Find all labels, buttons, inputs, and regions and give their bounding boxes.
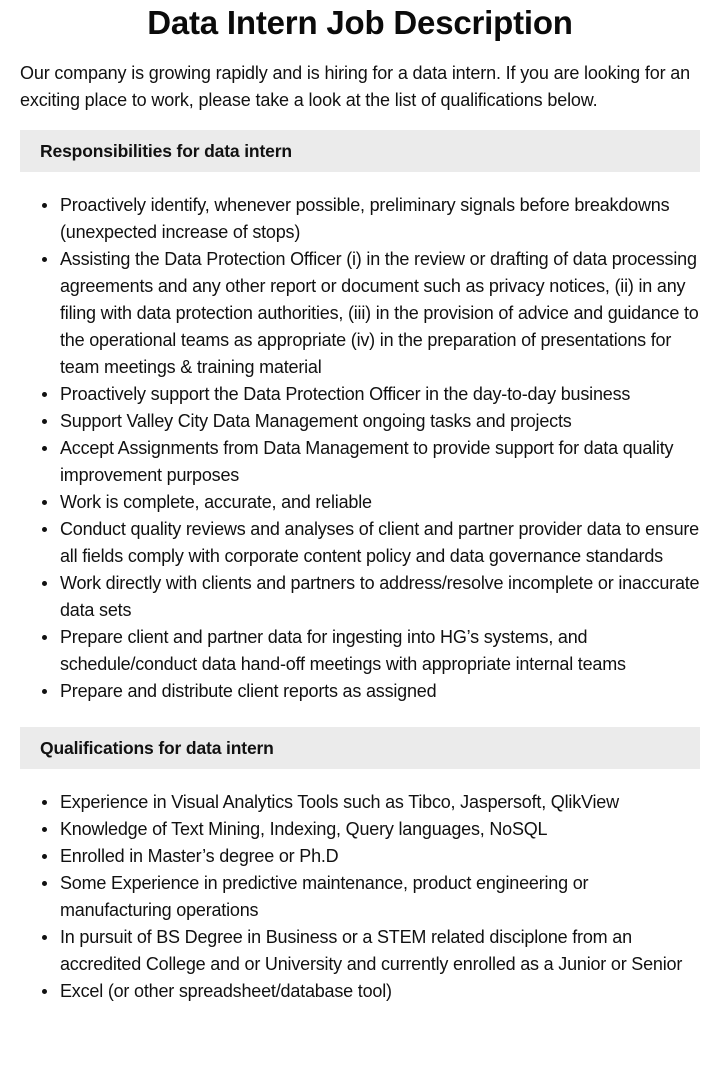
list-item — [60, 435, 700, 489]
bullet-icon — [42, 935, 47, 940]
list-item — [60, 978, 700, 1005]
list-item-text: Accept Assignments from Data Management to provide support for data quality improvement purposes — [60, 438, 674, 485]
bullet-icon — [42, 827, 47, 832]
list-item-text: Prepare client and partner data for ingesting into HG’s systems, and schedule/conduct data hand-off meetings with appropriate internal teams — [60, 627, 626, 674]
responsibilities-list — [20, 192, 700, 705]
list-item-text: Proactively support the Data Protection Officer in the day-to-day business — [60, 384, 631, 404]
bullet-icon — [42, 800, 47, 805]
list-item — [60, 408, 700, 435]
bullet-icon — [42, 881, 47, 886]
bullet-icon — [42, 500, 47, 505]
list-item-text: Some Experience in predictive maintenance, product engineering or manufacturing operations — [60, 873, 589, 920]
list-item — [60, 678, 700, 705]
bullet-icon — [42, 419, 47, 424]
qualifications-list — [20, 789, 700, 1005]
list-item — [60, 381, 700, 408]
bullet-icon — [42, 635, 47, 640]
list-item-text: Assisting the Data Protection Officer (i) in the review or drafting of data processing agreements and any other report or document such as privacy notices, (ii) in any filing with data protection authorities, (iii) in the provision of advice and guidance to the operational teams as appropriate (iv) in the preparation of presentations for team meetings & training material — [60, 249, 699, 377]
list-item — [60, 816, 700, 843]
list-item — [60, 789, 700, 816]
list-item-text: Knowledge of Text Mining, Indexing, Query languages, NoSQL — [60, 819, 548, 839]
list-item-text: Proactively identify, whenever possible, preliminary signals before breakdowns (unexpected increase of stops) — [60, 195, 670, 242]
list-item-text: Work is complete, accurate, and reliable — [60, 492, 372, 512]
intro-paragraph: Our company is growing rapidly and is hiring for a data intern. If you are looking for an exciting place to work, please take a look at the list of qualifications below. — [20, 63, 691, 110]
list-item-text: Enrolled in Master’s degree or Ph.D — [60, 846, 339, 866]
list-item-text: In pursuit of BS Degree in Business or a STEM related disciplone from an accredited College and or University and currently enrolled as a Junior or Senior — [60, 927, 683, 974]
bullet-icon — [42, 446, 47, 451]
bullet-icon — [42, 392, 47, 397]
list-item-text: Support Valley City Data Management ongoing tasks and projects — [60, 411, 572, 431]
list-item — [60, 489, 700, 516]
list-item-text: Conduct quality reviews and analyses of client and partner provider data to ensure all fields comply with corporate content policy and data governance standards — [60, 519, 699, 566]
list-item — [60, 516, 700, 570]
list-item — [60, 192, 700, 246]
bullet-icon — [42, 581, 47, 586]
list-item — [60, 843, 700, 870]
bullet-icon — [42, 854, 47, 859]
list-item — [60, 624, 700, 678]
bullet-icon — [42, 689, 47, 694]
bullet-icon — [42, 989, 47, 994]
list-item — [60, 246, 700, 381]
list-item — [60, 570, 700, 624]
responsibilities-heading: Responsibilities for data intern — [20, 130, 700, 172]
bullet-icon — [42, 257, 47, 262]
page-title: Data Intern Job Description — [147, 4, 573, 41]
list-item — [60, 924, 700, 978]
qualifications-heading: Qualifications for data intern — [20, 727, 700, 769]
bullet-icon — [42, 203, 47, 208]
bullet-icon — [42, 527, 47, 532]
list-item-text: Experience in Visual Analytics Tools such as Tibco, Jaspersoft, QlikView — [60, 792, 619, 812]
list-item-text: Prepare and distribute client reports as assigned — [60, 681, 437, 701]
list-item-text: Work directly with clients and partners to address/resolve incomplete or inaccurate data sets — [60, 573, 700, 620]
list-item — [60, 870, 700, 924]
list-item-text: Excel (or other spreadsheet/database tool) — [60, 981, 392, 1001]
